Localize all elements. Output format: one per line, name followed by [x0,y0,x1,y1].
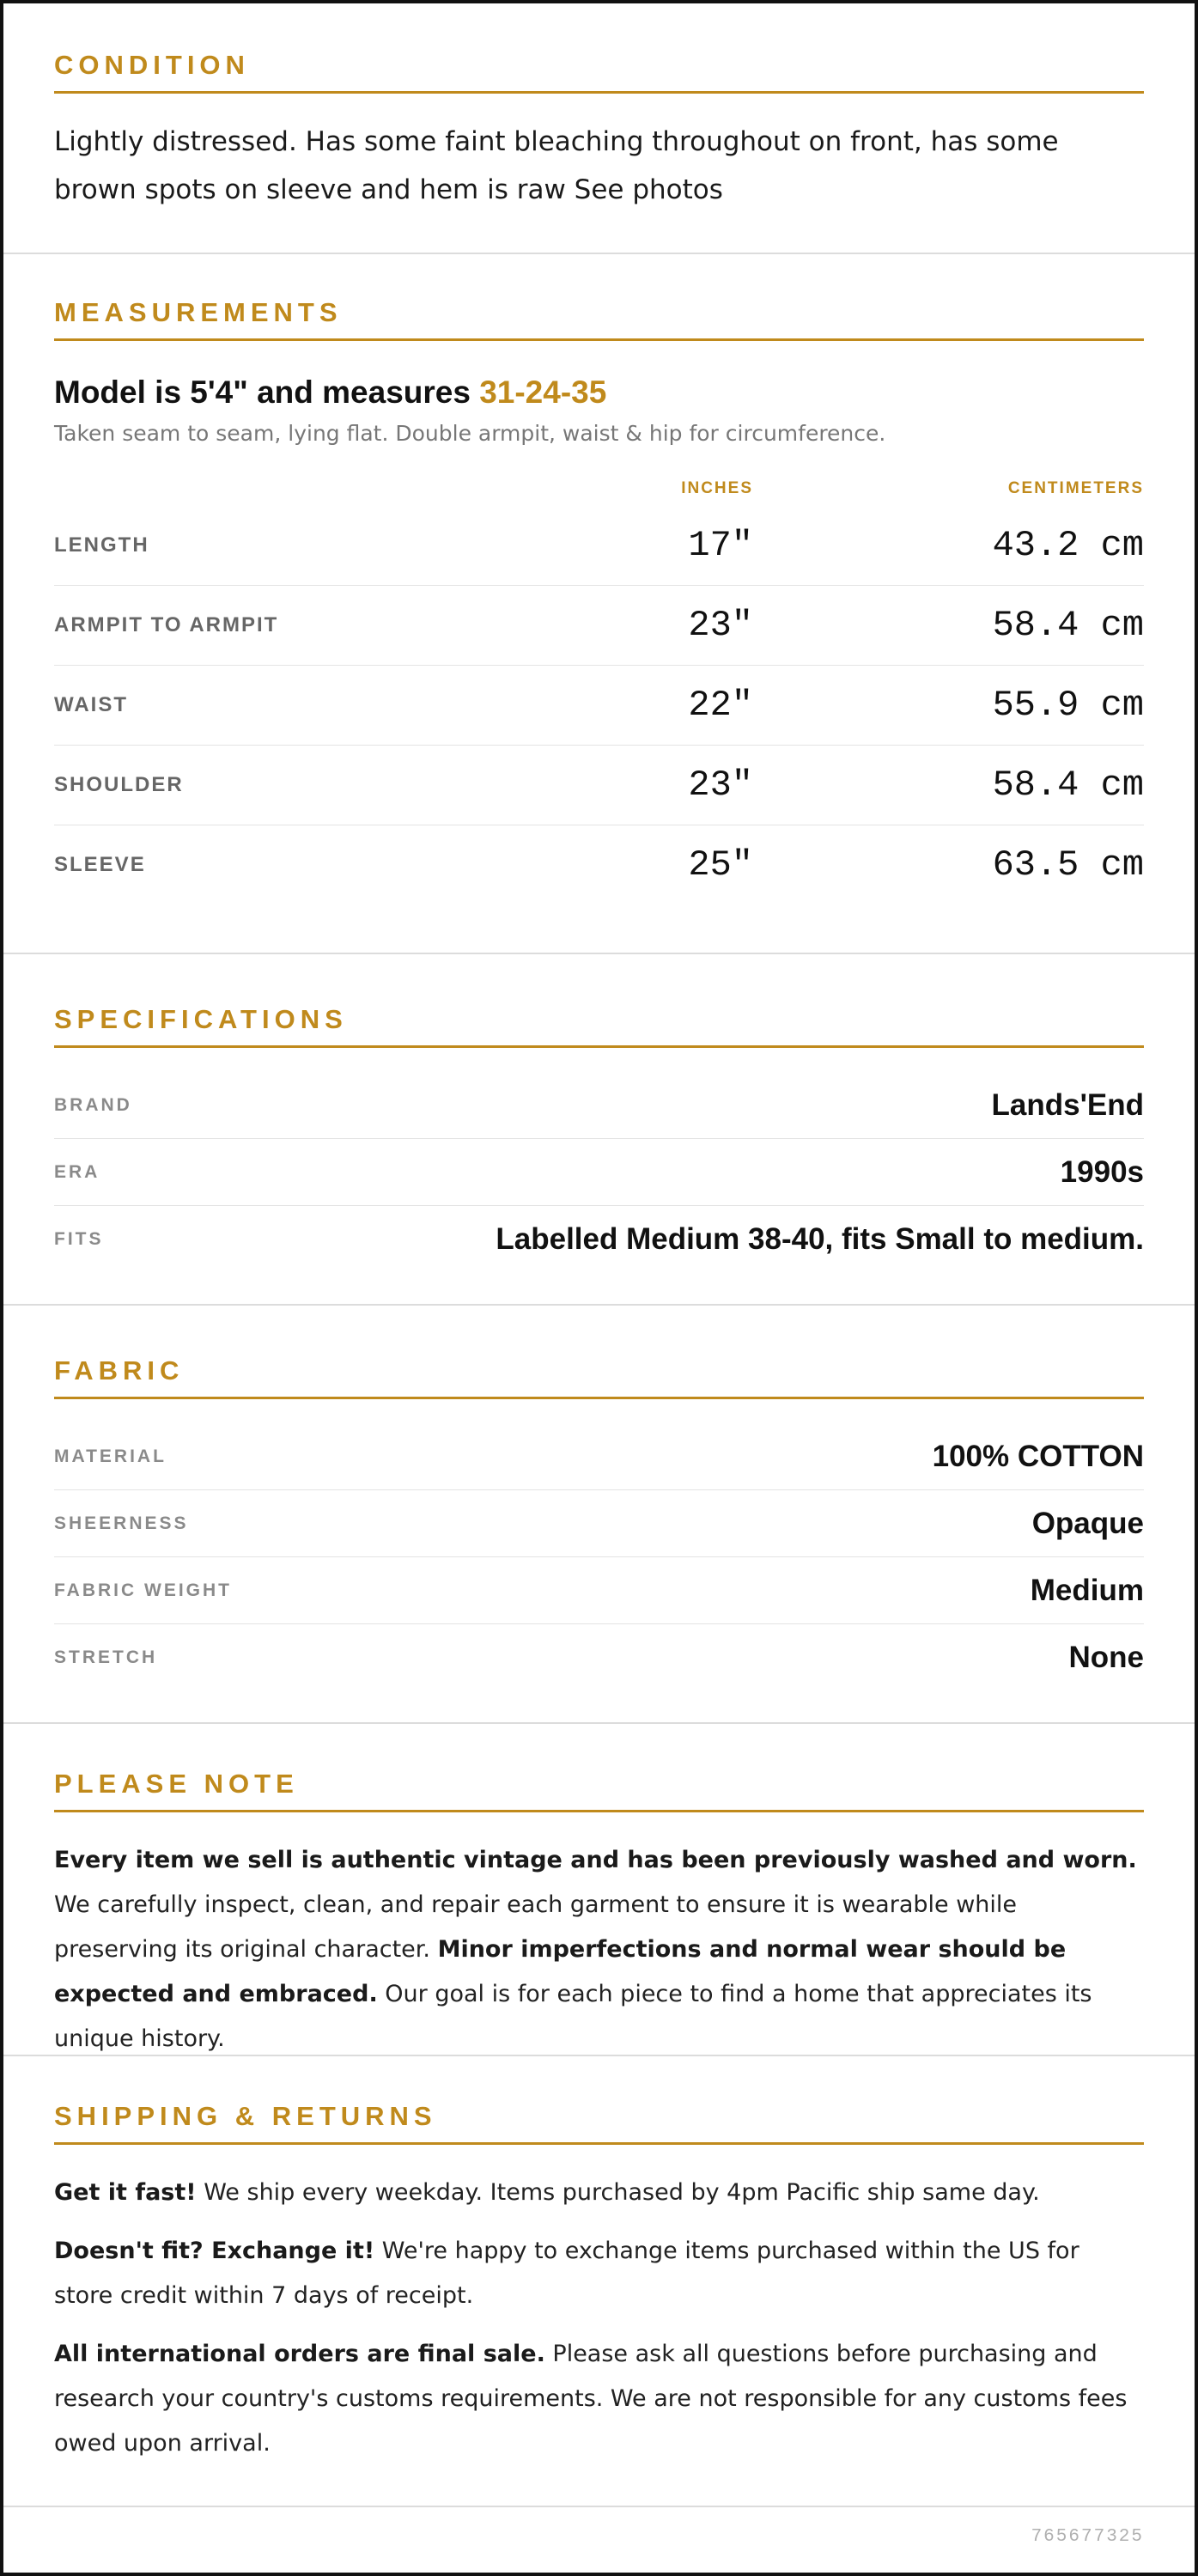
inches-header: INCHES [681,479,753,497]
fabric-value: None [1068,1640,1144,1674]
measurement-cm: 58.4 cm [992,764,1144,806]
table-row [54,746,1144,825]
fabric-table [54,1423,1144,1690]
shipping-text: Please ask all questions before purchasing and research your country's customs requirements. We are not responsible for any customs fees owed upon arrival. [54,2341,1128,2457]
condition-section [3,3,1195,254]
please-note-text [54,1838,1144,2061]
specifications-table [54,1072,1144,1272]
measurements-section [3,254,1195,954]
fabric-label: MATERIAL [54,1446,167,1466]
note-text-2: Our goal is for each piece to find a home that appreciates its unique history. [54,1981,1092,2052]
table-row [54,1206,1144,1272]
table-row [54,1557,1144,1624]
spec-value: 1990s [1060,1154,1144,1189]
measurements-table [54,472,1144,904]
measurement-cm: 43.2 cm [992,525,1144,566]
product-id: 765677325 [1031,2527,1144,2547]
measurement-label: SHOULDER [54,773,184,796]
fabric-value: 100% COTTON [932,1439,1144,1473]
measurement-cm: 55.9 cm [992,685,1144,726]
measurement-cm: 58.4 cm [992,605,1144,646]
table-row [54,1624,1144,1690]
note-text-1: We carefully inspect, clean, and repair each garment to ensure it is wearable while preserving its original character. [54,1891,1018,1963]
model-prefix: Model is 5'4" and measures [54,375,480,410]
model-info [54,372,1144,413]
measurements-title: MEASUREMENTS [54,295,1144,341]
measurement-label: SLEEVE [54,853,146,876]
measurement-note: Taken seam to seam, lying flat. Double armpit, waist & hip for circumference. [54,421,886,446]
spec-label: FITS [54,1228,104,1249]
measurement-label: WAIST [54,693,128,716]
fabric-label: STRETCH [54,1647,158,1667]
fabric-value: Medium [1030,1573,1144,1607]
measurement-inches: 17" [688,525,753,566]
fabric-label: SHEERNESS [54,1513,189,1533]
measurement-inches: 22" [688,685,753,726]
shipping-block [54,2332,1144,2466]
please-note-title: PLEASE NOTE [54,1767,1144,1812]
measurements-header-row [54,472,1144,506]
spec-value: Lands'End [991,1087,1144,1122]
note-bold-1: Every item we sell is authentic vintage and has been previously washed and worn. [54,1847,1137,1873]
measurement-cm: 63.5 cm [992,844,1144,886]
shipping-section [3,2056,1195,2507]
table-row [54,1423,1144,1490]
fabric-value: Opaque [1031,1506,1144,1540]
shipping-title: SHIPPING & RETURNS [54,2099,1144,2145]
note-bold-2: Minor imperfections and normal wear should be expected and embraced. [54,1936,1067,2007]
specifications-section [3,954,1195,1306]
table-row [54,1490,1144,1557]
table-row [54,1072,1144,1139]
spec-label: BRAND [54,1094,132,1115]
table-row [54,506,1144,586]
shipping-text: We're happy to exchange items purchased within the US for store credit within 7 days of receipt. [54,2238,1079,2309]
measurement-inches: 23" [688,605,753,646]
please-note-section [3,1724,1195,2056]
specifications-title: SPECIFICATIONS [54,1002,1144,1048]
table-row [54,825,1144,904]
measurement-label: LENGTH [54,533,149,557]
centimeters-header: CENTIMETERS [1007,479,1144,497]
model-measures: 31-24-35 [479,375,607,410]
table-row [54,586,1144,666]
fabric-section [3,1306,1195,1724]
table-row [54,666,1144,746]
condition-title: CONDITION [54,48,1144,94]
condition-text: Lightly distressed. Has some faint bleaching throughout on front, has some brown spots on sleeve and hem is raw See photos [54,126,1059,205]
measurement-inches: 25" [688,844,753,886]
shipping-bold: Doesn't fit? Exchange it! [54,2238,375,2264]
measurement-label: ARMPIT TO ARMPIT [54,613,279,636]
shipping-bold: Get it fast! [54,2179,197,2206]
fabric-title: FABRIC [54,1354,1144,1399]
shipping-block [54,2171,1144,2215]
spec-label: ERA [54,1161,100,1182]
fabric-label: FABRIC WEIGHT [54,1580,232,1600]
spec-value: Labelled Medium 38-40, fits Small to medium. [496,1221,1144,1256]
shipping-block [54,2229,1144,2318]
table-row [54,1139,1144,1206]
measurement-inches: 23" [688,764,753,806]
shipping-bold: All international orders are final sale. [54,2341,545,2367]
shipping-text: We ship every weekday. Items purchased by 4pm Pacific ship same day. [196,2179,1040,2206]
